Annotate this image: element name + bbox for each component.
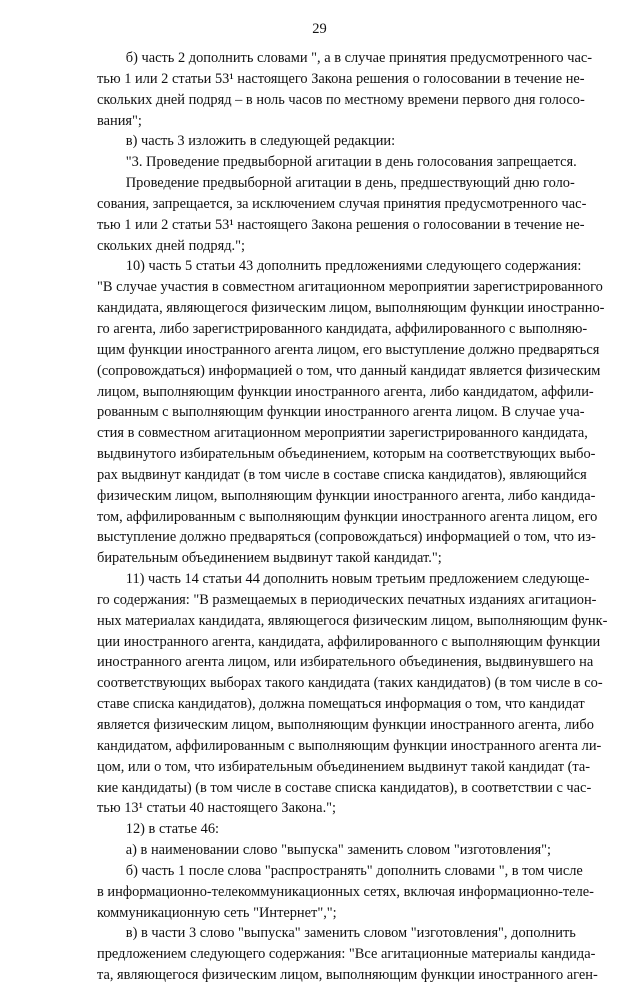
text-line: кандидата, являющегося физическим лицом, выполняющим функции иностранно-	[97, 300, 605, 317]
text-line: го агента, либо зарегистрированного кандидата, аффилированного с выполняю-	[97, 320, 588, 337]
text-line: кандидатом, аффилированным с выполняющим функции иностранного агента ли-	[97, 737, 602, 754]
text-line: ции иностранного агента, кандидата, аффилированного с выполняющим функции	[97, 633, 601, 650]
text-line: вания";	[97, 112, 142, 129]
text-line: "3. Проведение предвыборной агитации в день голосования запрещается.	[97, 154, 577, 171]
text-line: скольких дней подряд – в ноль часов по местному времени первого дня голосо-	[97, 91, 585, 108]
text-line: тью 1 или 2 статьи 53¹ настоящего Закона решения о голосовании в течение не-	[97, 216, 585, 233]
text-line: "В случае участия в совместном агитационном мероприятии зарегистрированного	[97, 279, 603, 296]
text-line: соответствующих выборах такого кандидата (таких кандидатов) (в том числе в со-	[97, 675, 603, 692]
text-line: в информационно-телекоммуникационных сетях, включая информационно-теле-	[97, 883, 594, 900]
text-line: в) в части 3 слово "выпуска" заменить словом "изготовления", дополнить	[97, 925, 576, 942]
text-line: б) часть 2 дополнить словами ", а в случае принятия предусмотренного час-	[97, 50, 593, 66]
text-line: ставе списка кандидатов), должна помещаться информация о том, что кандидат	[97, 696, 585, 713]
text-line: в) часть 3 изложить в следующей редакции:	[97, 133, 396, 150]
text-line: тью 1 или 2 статьи 53¹ настоящего Закона решения о голосовании в течение не-	[97, 70, 585, 87]
text-line: стия в совместном агитационном мероприятии зарегистрированного кандидата,	[97, 425, 588, 442]
page-number: 29	[312, 21, 327, 37]
text-line: ных материалах кандидата, являющегося физическим лицом, выполняющим функ-	[97, 612, 607, 629]
text-line: 11) часть 14 статьи 44 дополнить новым третьим предложением следующе-	[97, 571, 590, 588]
text-line: щим функции иностранного агента лицом, его выступление должно предваряться	[97, 341, 600, 358]
text-line: бирательным объединением выдвинут такой кандидат.";	[97, 550, 442, 567]
text-line: является физическим лицом, выполняющим функции иностранного агента, либо	[97, 717, 594, 733]
text-line: выдвинутого избирательным объединением, которым на соответствующих выбо-	[97, 446, 596, 463]
text-line: том, аффилированным с выполняющим функции иностранного агента лицом, его	[97, 508, 598, 525]
text-line: коммуникационную сеть "Интернет",";	[97, 904, 337, 921]
text-line: (сопровождаться) информацией о том, что данный кандидат является физическим	[97, 362, 601, 379]
text-line: предложением следующего содержания: "Все агитационные материалы кандида-	[97, 946, 596, 963]
text-line: скольких дней подряд.";	[97, 237, 246, 254]
text-line: го содержания: "В размещаемых в периодических печатных изданиях агитацион-	[97, 591, 597, 608]
text-line: физическим лицом, выполняющим функции иностранного агента, либо кандида-	[97, 487, 596, 504]
text-line: сования, запрещается, за исключением случая принятия предусмотренного час-	[97, 195, 587, 212]
text-line: рованным с выполняющим функции иностранного агента лицом. В случае уча-	[97, 404, 585, 421]
text-line: кие кандидаты) (в том числе в составе списка кандидатов), в соответствии с час-	[97, 779, 592, 796]
text-line: выступление должно предваряться (сопровождаться) информацией о том, что из-	[97, 529, 596, 546]
text-line: иностранного агента лицом, или избирательного объединения, выдвинувшего на	[97, 654, 594, 671]
text-line: 12) в статье 46:	[97, 821, 220, 838]
text-line: цом, или о том, что избирательным объединением выдвинут такой кандидат (та-	[97, 758, 591, 775]
text-line: 10) часть 5 статьи 43 дополнить предложениями следующего содержания:	[97, 258, 582, 275]
text-line: б) часть 1 после слова "распространять" дополнить словами ", в том числе	[97, 862, 583, 879]
text-line: а) в наименовании слово "выпуска" заменить словом "изготовления";	[97, 842, 552, 859]
text-line: Проведение предвыборной агитации в день, предшествующий дню голо-	[97, 175, 575, 192]
text-line: рах выдвинут кандидат (в том числе в составе списка кандидатов), являющийся	[97, 466, 587, 483]
text-line: та, являющегося физическим лицом, выполняющим функции иностранного аген-	[97, 967, 598, 984]
text-line: лицом, выполняющим функции иностранного агента, либо кандидатом, аффили-	[97, 383, 594, 400]
body-text	[97, 48, 607, 986]
text-line: тью 13¹ статьи 40 настоящего Закона.";	[97, 800, 337, 817]
